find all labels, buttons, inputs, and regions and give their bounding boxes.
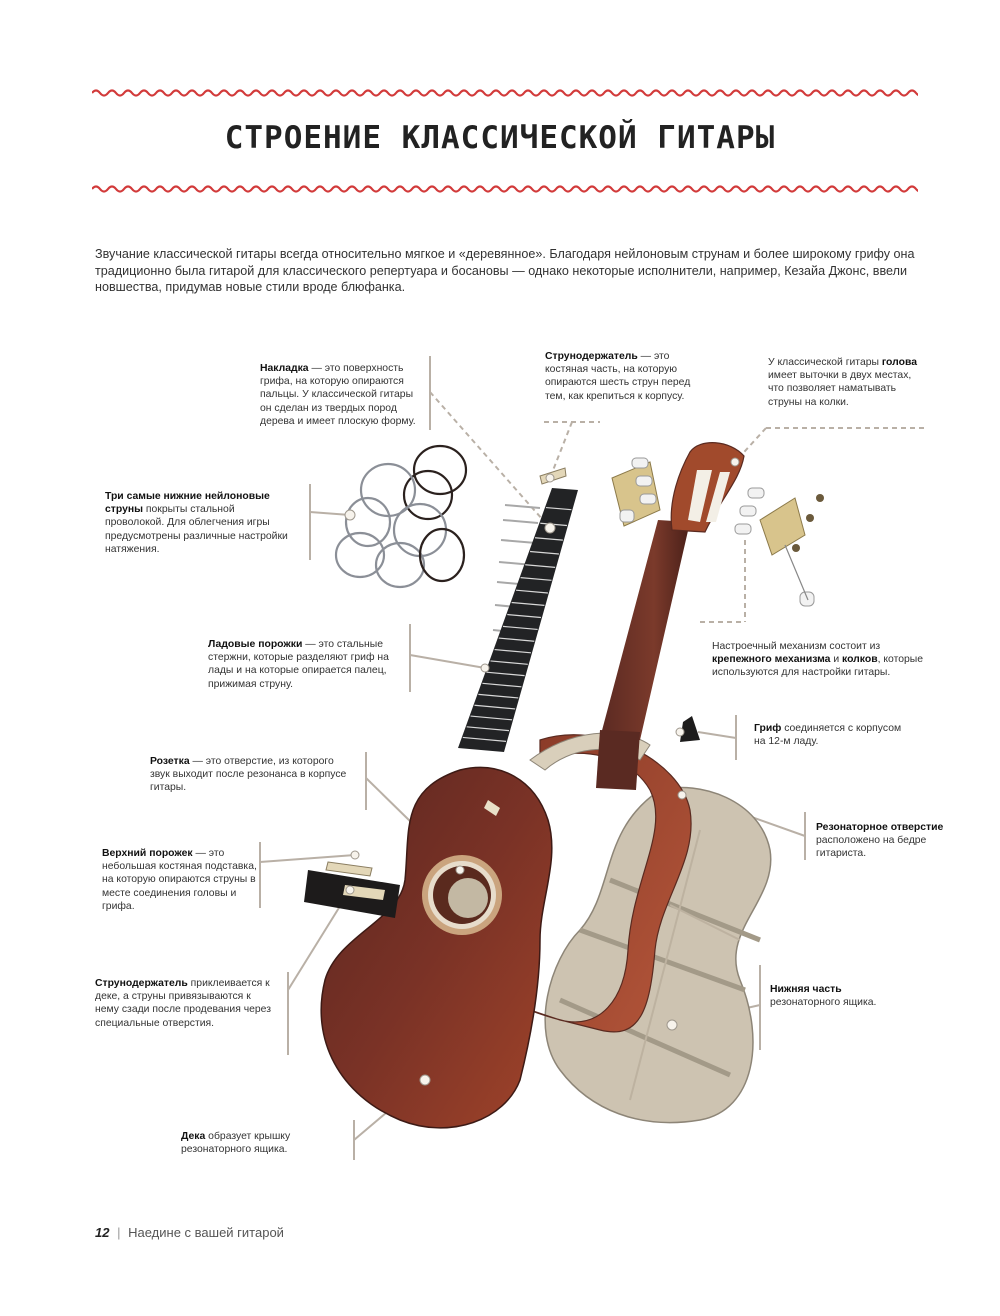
tuning-machine-left bbox=[612, 458, 660, 526]
label-frets: Ладовые порожки — это стальные стержни, которые разделяют гриф на лады и на которые опирается палец, прижимая струну. bbox=[208, 639, 389, 690]
label-fingerboard: Накладка — это поверхность грифа, на которую опираются пальцы. У классической гитары он сделан из твердых пород дерева и имеет плоскую форму. bbox=[260, 363, 416, 427]
label-headstock: У классической гитары голова имеет выточки в двух местах, что позволяет наматывать струны на колки. bbox=[768, 357, 917, 408]
label-back: Нижняя часть резонаторного ящика. bbox=[770, 984, 877, 1009]
label-bridge: Струнодержатель приклеивается к деке, а струны привязываются к нему сзади после продевания через специальные отверстия. bbox=[95, 978, 272, 1029]
label-saddle: Струнодержатель — это костяная часть, на которую опираются шесть струн перед тем, как крепиться к корпусу. bbox=[545, 351, 691, 402]
intro-paragraph: Звучание классической гитары всегда относительно мягкое и «деревянное». Благодаря нейлоновым струнам и более широкому грифу она традиционно была гитарой для классического репертуара и босановы — однако некоторые исполнители, например, Кезайа Джонс, ввели новшества, придумав новые стили вроде блюфанка. bbox=[95, 247, 915, 294]
top-nut-part bbox=[326, 862, 372, 876]
label-soundboard: Дека образует крышку резонаторного ящика. bbox=[181, 1131, 291, 1156]
book-title: Наедине с вашей гитарой bbox=[128, 1225, 284, 1240]
label-strings: Три самые нижние нейлоновые струны покрыты стальной проволокой. Для облегчения игры предусмотрены различные настройки натяжения. bbox=[105, 491, 288, 555]
label-rosette: Розетка — это отверстие, из которого звук выходит после резонанса в корпусе гитары. bbox=[150, 756, 347, 794]
footer-separator: | bbox=[117, 1225, 121, 1240]
page-number: 12 bbox=[95, 1225, 110, 1240]
page-footer bbox=[95, 1225, 284, 1240]
nylon-strings-coils bbox=[336, 446, 466, 587]
label-resonator-hole: Резонаторное отверстие расположено на бедре гитариста. bbox=[816, 822, 944, 860]
tuning-machine-right bbox=[735, 488, 824, 606]
fingerboard-part bbox=[458, 488, 578, 752]
soundboard-top bbox=[321, 767, 552, 1127]
label-tuning-mechanism: Настроечный механизм состоит из крепежного механизма и колков, которые используются для настройки гитары. bbox=[712, 641, 924, 679]
label-neck: Гриф соединяется с корпусом на 12-м ладу. bbox=[754, 723, 902, 748]
page-title: СТРОЕНИЕ КЛАССИЧЕСКОЙ ГИТАРЫ bbox=[224, 120, 776, 156]
label-top-nut: Верхний порожек — это небольшая костяная подставка, на которую опираются струны в месте соединения головы и грифа. bbox=[102, 848, 257, 912]
